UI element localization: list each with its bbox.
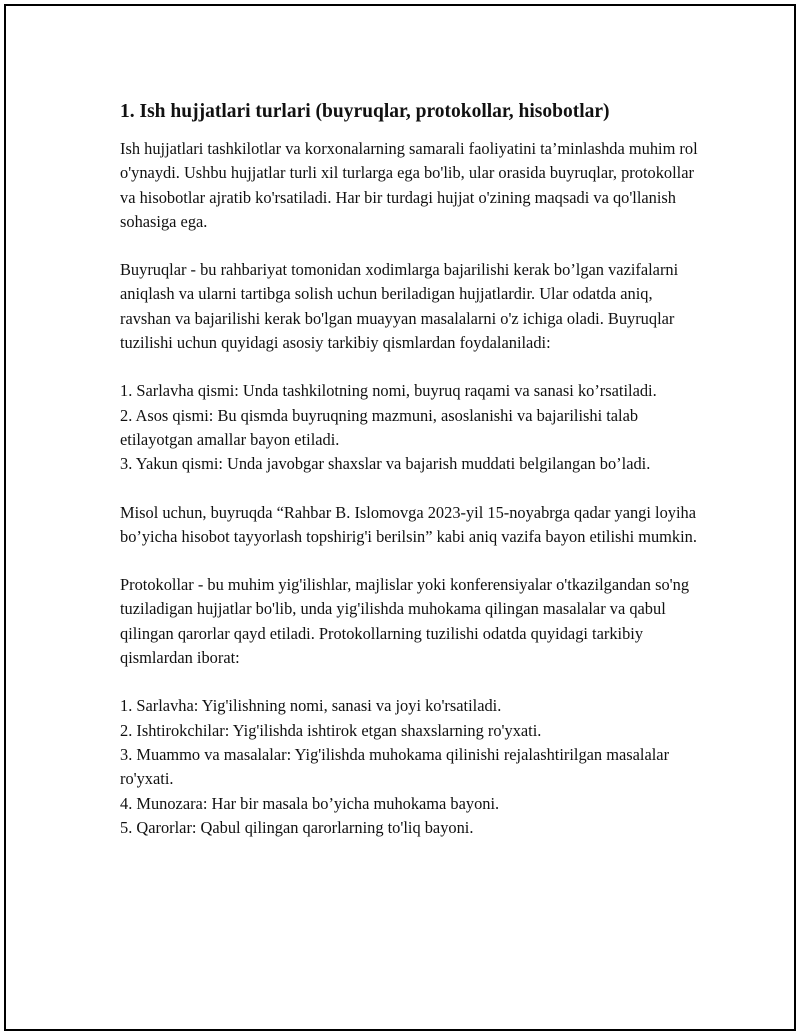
- example-paragraph: Misol uchun, buyruqda “Rahbar B. Islomovga 2023-yil 15-noyabrga qadar yangi loyiha bo’yicha hisobot tayyorlash topshirig'i berilsin” kabi aniq vazifa bayon etilishi mumkin.: [120, 502, 697, 546]
- orders-paragraph: Buyruqlar - bu rahbariyat tomonidan xodimlarga bajarilishi kerak bo’lgan vazifalarni aniqlash va ularni tartibga solish uchun beriladigan hujjatlardir. Ular odatda aniq, ravshan va bajarilishi kerak bo'lgan muayyan masalalarni o'z ichiga oladi. Buyruqlar tuzilishi uchun quyidagi asosiy tarkibiy qismlardan foydalaniladi:: [120, 260, 679, 353]
- list-item: 1. Sarlavha qismi: Unda tashkilotning nomi, buyruq raqami va sanasi ko’rsatiladi.: [120, 381, 657, 401]
- intro-paragraph: Ish hujjatlari tashkilotlar va korxonalarning samarali faoliyatini ta’minlashda muhim rol o'ynaydi. Ushbu hujjatlar turli xil turlarga ega bo'lib, ular orasida buyruqlar, protokollar va hisobotlar ajratib ko'rsatiladi. Har bir turdagi hujjat o'zining maqsadi va qo'llanish sohasiga ega.: [120, 139, 698, 231]
- protocols-list: [120, 694, 700, 840]
- list-item: 1. Sarlavha: Yig'ilishning nomi, sanasi va joyi ko'rsatiladi.: [120, 696, 502, 716]
- section-title: 1. Ish hujjatlari turlari (buyruqlar, protokollar, hisobotlar): [120, 101, 610, 122]
- list-item: 5. Qarorlar: Qabul qilingan qarorlarning to'liq bayoni.: [120, 817, 474, 837]
- document-body: [120, 98, 700, 864]
- list-item: 2. Asos qismi: Bu qismda buyruqning mazmuni, asoslanishi va bajarilishi talab etilayotgan amallar bayon etiladi.: [120, 405, 639, 449]
- list-item: 3. Yakun qismi: Unda javobgar shaxslar va bajarish muddati belgilangan bo’ladi.: [120, 454, 651, 474]
- list-item: 2. Ishtirokchilar: Yig'ilishda ishtirok etgan shaxslarning ro'yxati.: [120, 720, 542, 740]
- page-frame: [4, 4, 796, 1031]
- protocols-paragraph: Protokollar - bu muhim yig'ilishlar, majlislar yoki konferensiyalar o'tkazilgandan so'ng tuziladigan hujjatlar bo'lib, unda yig'ilishda muhokama qilingan masalalar va qabul qilingan qarorlar qayd etiladi. Protokollarning tuzilishi odatda quyidagi tarkibiy qismlardan iborat:: [120, 575, 690, 668]
- orders-list: [120, 379, 700, 476]
- list-item: 3. Muammo va masalalar: Yig'ilishda muhokama qilinishi rejalashtirilgan masalalar ro'yxati.: [120, 744, 670, 789]
- list-item: 4. Munozara: Har bir masala bo’yicha muhokama bayoni.: [120, 793, 500, 813]
